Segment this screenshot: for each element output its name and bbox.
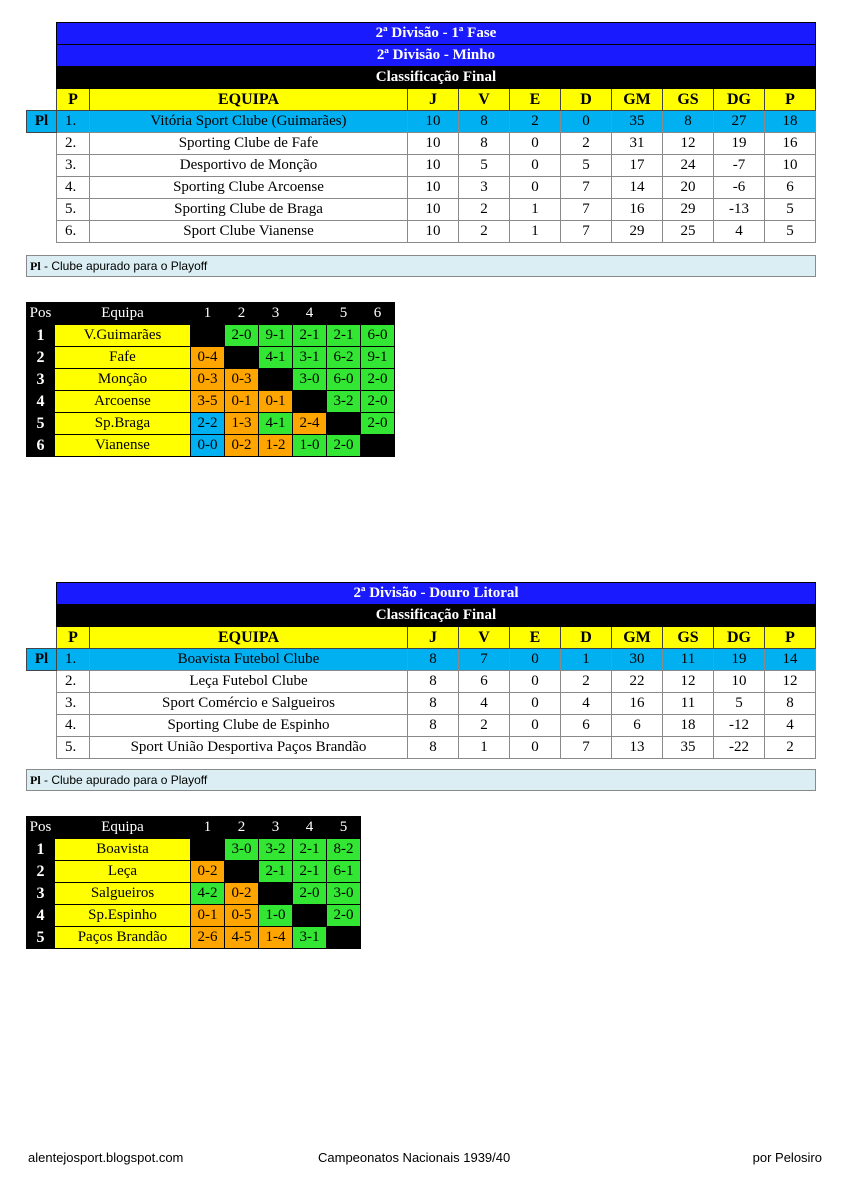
cell-gs: 18 [663, 715, 714, 737]
cell-j: 8 [408, 737, 459, 759]
cell-gs: 11 [663, 693, 714, 715]
col-header: D [561, 89, 612, 111]
matrix-row [27, 347, 395, 369]
cell-dg: 5 [714, 693, 765, 715]
matrix-col-header: 2 [225, 817, 259, 839]
footer-site[interactable]: alentejosport.blogspot.com [28, 1150, 184, 1165]
cell-dg: 19 [714, 133, 765, 155]
table-row [27, 111, 816, 133]
cell-team: Sport União Desportiva Paços Brandão [90, 737, 408, 759]
playoff-note [26, 769, 816, 791]
cell-team: Desportivo de Monção [90, 155, 408, 177]
cell-pl [27, 737, 57, 759]
match-result: 0-2 [225, 435, 259, 457]
cell-pos: 6. [57, 221, 90, 243]
matrix-pos-header: Pos [27, 303, 55, 325]
col-header: P [765, 627, 816, 649]
table-row [27, 649, 816, 671]
cell-gs: 20 [663, 177, 714, 199]
col-header: V [459, 89, 510, 111]
cell-gs: 12 [663, 671, 714, 693]
cell-e: 0 [510, 715, 561, 737]
cell-pl: Pl [27, 111, 57, 133]
division-title: 2ª Divisão - 1ª Fase [57, 23, 816, 45]
matrix-pos-header: Pos [27, 817, 55, 839]
matrix-self-cell [259, 369, 293, 391]
match-result: 2-4 [293, 413, 327, 435]
cell-d: 7 [561, 199, 612, 221]
match-result: 0-0 [191, 435, 225, 457]
match-result: 2-0 [361, 391, 395, 413]
match-result: 3-0 [225, 839, 259, 861]
cell-pl: Pl [27, 649, 57, 671]
cell-dg: 10 [714, 671, 765, 693]
cell-e: 0 [510, 671, 561, 693]
cell-j: 8 [408, 693, 459, 715]
matrix-row [27, 861, 361, 883]
cell-gm: 14 [612, 177, 663, 199]
cell-team: Sport Clube Vianense [90, 221, 408, 243]
matrix-pos: 1 [27, 839, 55, 861]
cell-p: 5 [765, 221, 816, 243]
match-result: 2-1 [293, 839, 327, 861]
matrix-team: V.Guimarães [55, 325, 191, 347]
matrix-row [27, 391, 395, 413]
region-title: 2ª Divisão - Minho [57, 45, 816, 67]
cell-pl [27, 693, 57, 715]
cell-team: Vitória Sport Clube (Guimarães) [90, 111, 408, 133]
footer-title: Campeonatos Nacionais 1939/40 [318, 1150, 511, 1165]
match-result: 0-2 [225, 883, 259, 905]
matrix-self-cell [327, 927, 361, 949]
table-row [27, 671, 816, 693]
matrix-row [27, 369, 395, 391]
note-label: Pl [30, 259, 41, 273]
cell-e: 0 [510, 177, 561, 199]
matrix-self-cell [225, 861, 259, 883]
matrix-self-cell [293, 905, 327, 927]
matrix-pos: 1 [27, 325, 55, 347]
cell-dg: -13 [714, 199, 765, 221]
cell-gm: 16 [612, 199, 663, 221]
matrix-self-cell [191, 839, 225, 861]
matrix-team: Leça [55, 861, 191, 883]
matrix-pos: 2 [27, 347, 55, 369]
cell-v: 8 [459, 133, 510, 155]
matrix-self-cell [191, 325, 225, 347]
cell-e: 0 [510, 133, 561, 155]
match-result: 0-1 [191, 905, 225, 927]
cell-team: Sporting Clube de Espinho [90, 715, 408, 737]
cell-gs: 25 [663, 221, 714, 243]
cell-dg: -22 [714, 737, 765, 759]
col-header: GS [663, 89, 714, 111]
cell-j: 8 [408, 671, 459, 693]
cell-p: 5 [765, 199, 816, 221]
cell-dg: 4 [714, 221, 765, 243]
match-result: 3-2 [327, 391, 361, 413]
cell-p: 10 [765, 155, 816, 177]
cell-p: 16 [765, 133, 816, 155]
matrix-col-header: 4 [293, 303, 327, 325]
cell-gm: 30 [612, 649, 663, 671]
cell-team: Sporting Clube Arcoense [90, 177, 408, 199]
matrix-team: Sp.Espinho [55, 905, 191, 927]
match-result: 1-2 [259, 435, 293, 457]
results-matrix-minho [26, 302, 395, 457]
col-header: GM [612, 627, 663, 649]
table-row [27, 177, 816, 199]
cell-j: 10 [408, 199, 459, 221]
cell-j: 8 [408, 715, 459, 737]
match-result: 6-0 [361, 325, 395, 347]
col-header: GS [663, 627, 714, 649]
cell-team: Leça Futebol Clube [90, 671, 408, 693]
match-result: 6-1 [327, 861, 361, 883]
cell-gm: 29 [612, 221, 663, 243]
col-header: DG [714, 627, 765, 649]
col-header: EQUIPA [90, 627, 408, 649]
cell-pos: 3. [57, 155, 90, 177]
cell-dg: 27 [714, 111, 765, 133]
cell-team: Sport Comércio e Salgueiros [90, 693, 408, 715]
cell-team: Boavista Futebol Clube [90, 649, 408, 671]
matrix-row [27, 413, 395, 435]
match-result: 2-2 [191, 413, 225, 435]
cell-pl [27, 133, 57, 155]
match-result: 3-1 [293, 347, 327, 369]
col-header: J [408, 89, 459, 111]
cell-e: 2 [510, 111, 561, 133]
col-header: P [57, 627, 90, 649]
cell-p: 6 [765, 177, 816, 199]
matrix-team-header: Equipa [55, 817, 191, 839]
standings-rows [27, 649, 816, 759]
cell-gs: 29 [663, 199, 714, 221]
match-result: 1-3 [225, 413, 259, 435]
cell-pos: 5. [57, 737, 90, 759]
col-header: P [765, 89, 816, 111]
cell-pl [27, 177, 57, 199]
matrix-pos: 2 [27, 861, 55, 883]
matrix-pos: 3 [27, 369, 55, 391]
matrix-col-header: 6 [361, 303, 395, 325]
matrix-pos: 5 [27, 413, 55, 435]
cell-pos: 4. [57, 177, 90, 199]
match-result: 2-1 [293, 325, 327, 347]
matrix-team: Salgueiros [55, 883, 191, 905]
match-result: 2-0 [361, 413, 395, 435]
col-header: E [510, 89, 561, 111]
cell-d: 5 [561, 155, 612, 177]
cell-team: Sporting Clube de Fafe [90, 133, 408, 155]
cell-v: 7 [459, 649, 510, 671]
matrix-col-header: 5 [327, 817, 361, 839]
match-result: 2-1 [293, 861, 327, 883]
matrix-row [27, 883, 361, 905]
cell-d: 6 [561, 715, 612, 737]
table-row [27, 199, 816, 221]
match-result: 0-1 [259, 391, 293, 413]
match-result: 2-6 [191, 927, 225, 949]
cell-pos: 3. [57, 693, 90, 715]
match-result: 4-5 [225, 927, 259, 949]
cell-gs: 24 [663, 155, 714, 177]
cell-j: 10 [408, 155, 459, 177]
matrix-row [27, 435, 395, 457]
matrix-team: Boavista [55, 839, 191, 861]
match-result: 0-4 [191, 347, 225, 369]
matrix-header [27, 817, 361, 839]
cell-pos: 5. [57, 199, 90, 221]
matrix-team: Vianense [55, 435, 191, 457]
match-result: 2-0 [327, 435, 361, 457]
results-matrix-douro-litoral [26, 816, 361, 949]
match-result: 2-0 [327, 905, 361, 927]
cell-gm: 35 [612, 111, 663, 133]
table-header [27, 627, 816, 649]
cell-gm: 16 [612, 693, 663, 715]
col-header: EQUIPA [90, 89, 408, 111]
cell-pl [27, 671, 57, 693]
match-result: 1-4 [259, 927, 293, 949]
cell-gs: 12 [663, 133, 714, 155]
cell-d: 4 [561, 693, 612, 715]
cell-v: 8 [459, 111, 510, 133]
matrix-pos: 5 [27, 927, 55, 949]
cell-gm: 22 [612, 671, 663, 693]
cell-pl [27, 221, 57, 243]
cell-dg: 19 [714, 649, 765, 671]
matrix-col-header: 5 [327, 303, 361, 325]
note-text: - Clube apurado para o Playoff [40, 259, 208, 273]
cell-v: 2 [459, 221, 510, 243]
cell-team: Sporting Clube de Braga [90, 199, 408, 221]
cell-p: 2 [765, 737, 816, 759]
playoff-note [26, 255, 816, 277]
cell-p: 18 [765, 111, 816, 133]
match-result: 0-5 [225, 905, 259, 927]
cell-e: 1 [510, 199, 561, 221]
cell-gm: 17 [612, 155, 663, 177]
cell-dg: -6 [714, 177, 765, 199]
match-result: 3-1 [293, 927, 327, 949]
cell-pos: 4. [57, 715, 90, 737]
cell-d: 7 [561, 177, 612, 199]
cell-e: 0 [510, 155, 561, 177]
match-result: 8-2 [327, 839, 361, 861]
match-result: 0-3 [225, 369, 259, 391]
cell-gm: 6 [612, 715, 663, 737]
match-result: 1-0 [259, 905, 293, 927]
cell-d: 2 [561, 671, 612, 693]
matrix-pos: 6 [27, 435, 55, 457]
matrix-col-header: 2 [225, 303, 259, 325]
table-row [27, 155, 816, 177]
match-result: 3-2 [259, 839, 293, 861]
col-header: GM [612, 89, 663, 111]
cell-e: 0 [510, 693, 561, 715]
matrix-team: Monção [55, 369, 191, 391]
match-result: 2-0 [225, 325, 259, 347]
standings-table-douro-litoral [26, 582, 816, 759]
cell-d: 7 [561, 221, 612, 243]
match-result: 6-2 [327, 347, 361, 369]
col-header: DG [714, 89, 765, 111]
cell-pl [27, 715, 57, 737]
cell-e: 0 [510, 649, 561, 671]
table-row [27, 693, 816, 715]
col-header: V [459, 627, 510, 649]
cell-v: 4 [459, 693, 510, 715]
cell-v: 1 [459, 737, 510, 759]
cell-pos: 2. [57, 133, 90, 155]
matrix-pos: 4 [27, 391, 55, 413]
note-text: - Clube apurado para o Playoff [40, 773, 208, 787]
match-result: 3-0 [327, 883, 361, 905]
cell-e: 1 [510, 221, 561, 243]
match-result: 9-1 [259, 325, 293, 347]
matrix-team: Paços Brandão [55, 927, 191, 949]
cell-gs: 11 [663, 649, 714, 671]
matrix-col-header: 3 [259, 817, 293, 839]
col-header: E [510, 627, 561, 649]
col-header: J [408, 627, 459, 649]
cell-dg: -7 [714, 155, 765, 177]
footer-author: por Pelosiro [752, 1150, 822, 1165]
matrix-row [27, 927, 361, 949]
match-result: 4-1 [259, 347, 293, 369]
matrix-pos: 4 [27, 905, 55, 927]
cell-v: 6 [459, 671, 510, 693]
cell-d: 0 [561, 111, 612, 133]
match-result: 3-5 [191, 391, 225, 413]
cell-j: 8 [408, 649, 459, 671]
cell-v: 2 [459, 199, 510, 221]
match-result: 4-2 [191, 883, 225, 905]
table-row [27, 133, 816, 155]
col-header: P [57, 89, 90, 111]
cell-j: 10 [408, 177, 459, 199]
cell-dg: -12 [714, 715, 765, 737]
matrix-team-header: Equipa [55, 303, 191, 325]
col-header: D [561, 627, 612, 649]
cell-j: 10 [408, 221, 459, 243]
cell-pos: 2. [57, 671, 90, 693]
matrix-col-header: 3 [259, 303, 293, 325]
match-result: 2-1 [327, 325, 361, 347]
match-result: 4-1 [259, 413, 293, 435]
matrix-self-cell [259, 883, 293, 905]
table-row [27, 221, 816, 243]
matrix-self-cell [225, 347, 259, 369]
matrix-self-cell [293, 391, 327, 413]
classification-title: Classificação Final [57, 605, 816, 627]
cell-p: 4 [765, 715, 816, 737]
matrix-col-header: 4 [293, 817, 327, 839]
matrix-pos: 3 [27, 883, 55, 905]
matrix-self-cell [361, 435, 395, 457]
cell-gm: 13 [612, 737, 663, 759]
matrix-row [27, 905, 361, 927]
cell-j: 10 [408, 133, 459, 155]
cell-e: 0 [510, 737, 561, 759]
cell-pl [27, 199, 57, 221]
cell-pos: 1. [57, 649, 90, 671]
match-result: 2-1 [259, 861, 293, 883]
division-title: 2ª Divisão - Douro Litoral [57, 583, 816, 605]
match-result: 9-1 [361, 347, 395, 369]
cell-p: 12 [765, 671, 816, 693]
cell-v: 3 [459, 177, 510, 199]
match-result: 0-1 [225, 391, 259, 413]
cell-pos: 1. [57, 111, 90, 133]
matrix-team: Sp.Braga [55, 413, 191, 435]
matrix-col-header: 1 [191, 817, 225, 839]
table-row [27, 737, 816, 759]
match-result: 1-0 [293, 435, 327, 457]
cell-p: 14 [765, 649, 816, 671]
cell-gm: 31 [612, 133, 663, 155]
cell-v: 5 [459, 155, 510, 177]
classification-title: Classificação Final [57, 67, 816, 89]
matrix-team: Fafe [55, 347, 191, 369]
match-result: 0-3 [191, 369, 225, 391]
table-row [27, 715, 816, 737]
match-result: 2-0 [361, 369, 395, 391]
table-header [27, 89, 816, 111]
cell-d: 7 [561, 737, 612, 759]
matrix-team: Arcoense [55, 391, 191, 413]
standings-rows [27, 111, 816, 243]
match-result: 3-0 [293, 369, 327, 391]
cell-d: 1 [561, 649, 612, 671]
match-result: 6-0 [327, 369, 361, 391]
matrix-row [27, 839, 361, 861]
note-label: Pl [30, 773, 41, 787]
matrix-header [27, 303, 395, 325]
cell-pl [27, 155, 57, 177]
cell-v: 2 [459, 715, 510, 737]
matrix-row [27, 325, 395, 347]
cell-gs: 8 [663, 111, 714, 133]
cell-d: 2 [561, 133, 612, 155]
cell-j: 10 [408, 111, 459, 133]
match-result: 0-2 [191, 861, 225, 883]
cell-p: 8 [765, 693, 816, 715]
match-result: 2-0 [293, 883, 327, 905]
matrix-self-cell [327, 413, 361, 435]
matrix-col-header: 1 [191, 303, 225, 325]
standings-table-minho [26, 22, 816, 243]
cell-gs: 35 [663, 737, 714, 759]
